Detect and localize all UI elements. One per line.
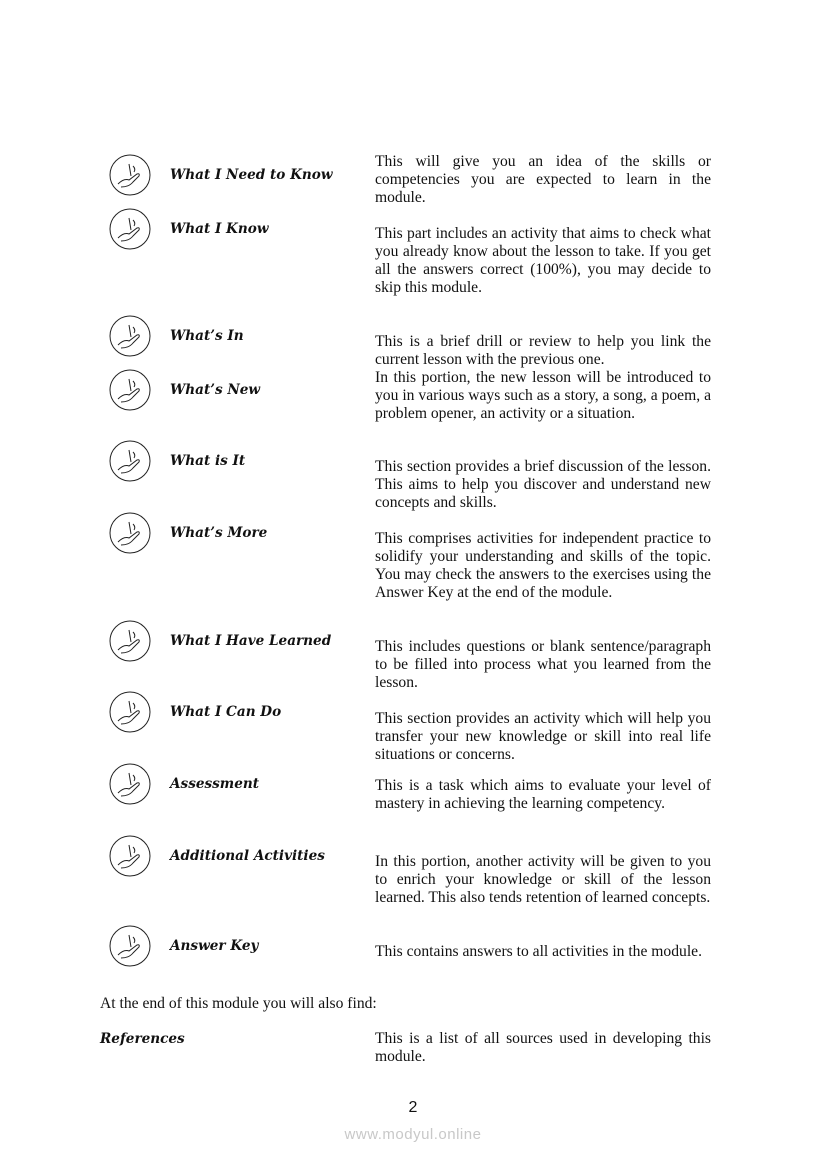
hand-puzzle-icon <box>109 315 151 357</box>
section-description: This contains answers to all activities in the module. <box>375 943 702 960</box>
hand-blocks-icon <box>109 512 151 554</box>
section-label: What I Have Learned <box>170 633 332 649</box>
section-description: This will give you an idea of the skills or competencies you are expected to learn in the module. <box>375 153 711 206</box>
section-description: This is a brief drill or review to help you link the current lesson with the previous one. <box>375 333 711 368</box>
section-description: This section provides an activity which will help you transfer your new knowledge or skill into real life situations or concerns. <box>375 710 711 763</box>
page-number: 2 <box>408 1099 418 1116</box>
hand-key-icon <box>109 925 151 967</box>
pointing-hand-icon <box>109 154 151 196</box>
section-label: What’s More <box>170 525 268 541</box>
section-label: What I Need to Know <box>170 167 333 183</box>
section-description: In this portion, the new lesson will be introduced to you in various ways such as a story, a song, a poem, a problem opener, an activity or a situation. <box>375 369 711 422</box>
hand-cogs-icon <box>109 835 151 877</box>
hand-lightbulb-icon <box>109 620 151 662</box>
hand-sprout-icon <box>109 369 151 411</box>
references-label: References <box>100 1031 185 1047</box>
section-label: What I Can Do <box>170 704 282 720</box>
watermark: www.modyul.online <box>344 1126 482 1143</box>
section-label: What’s New <box>170 382 261 398</box>
section-description: This section provides a brief discussion of the lesson. This aims to help you discover and understand new concepts and skills. <box>375 458 711 511</box>
hand-gears-icon <box>109 691 151 733</box>
end-note: At the end of this module you will also find: <box>100 995 377 1012</box>
section-description: This includes questions or blank sentence/paragraph to be filled into process what you learned from the lesson. <box>375 638 711 691</box>
section-label: Additional Activities <box>170 848 325 864</box>
references-description: This is a list of all sources used in developing this module. <box>375 1030 711 1065</box>
hand-pencil-icon <box>109 208 151 250</box>
section-label: Answer Key <box>170 938 259 954</box>
section-label: What I Know <box>170 221 269 237</box>
section-label: What is It <box>170 453 246 469</box>
hand-writing-icon <box>109 763 151 805</box>
section-label: What’s In <box>170 328 244 344</box>
section-description: This comprises activities for independent practice to solidify your understanding and skills of the topic. You may check the answers to the exercises using the Answer Key at the end of the module. <box>375 530 711 601</box>
section-label: Assessment <box>170 776 260 792</box>
section-description: This is a task which aims to evaluate your level of mastery in achieving the learning competency. <box>375 777 711 812</box>
section-description: In this portion, another activity will be given to you to enrich your knowledge or skill of the lesson learned. This also tends retention of learned concepts. <box>375 853 711 906</box>
magnifier-icon <box>109 440 151 482</box>
section-description: This part includes an activity that aims to check what you already know about the lesson to take. If you get all the answers correct (100%), you may decide to skip this module. <box>375 225 711 296</box>
